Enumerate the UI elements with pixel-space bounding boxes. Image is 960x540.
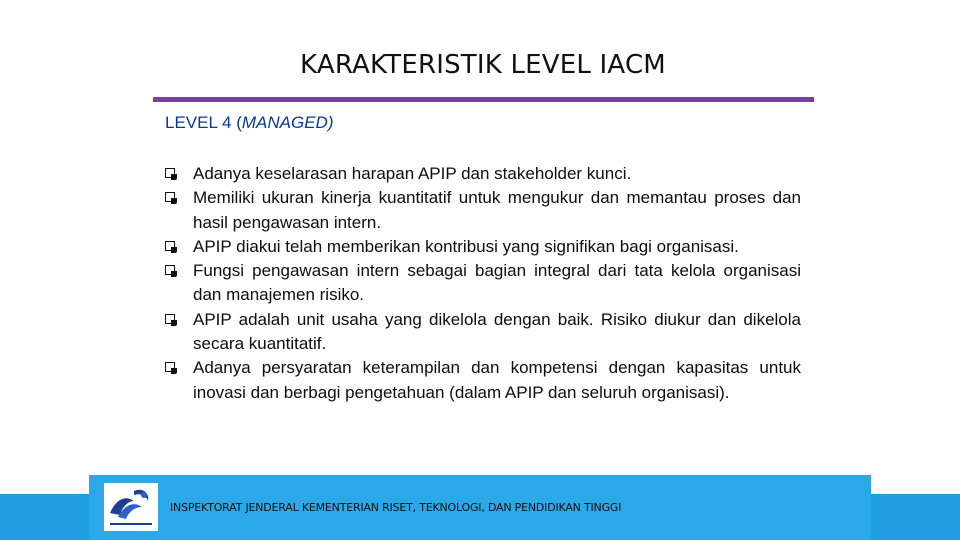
list-item (165, 162, 801, 186)
subtitle-italic: MANAGED) (241, 113, 334, 132)
checkbox-square-icon (165, 265, 175, 275)
title-divider (153, 97, 814, 102)
subtitle-plain: LEVEL 4 ( (165, 113, 242, 132)
list-item (165, 356, 801, 405)
institution-logo-icon (104, 483, 158, 531)
list-item-text: APIP adalah unit usaha yang dikelola dengan baik. Risiko diukur dan dikelola secara kuantitatif. (193, 309, 801, 354)
list-item-text: Memiliki ukuran kinerja kuantitatif untuk mengukur dan memantau proses dan hasil pengawasan intern. (193, 188, 801, 232)
checkbox-square-icon (165, 241, 175, 251)
list-item (165, 259, 801, 308)
list-item-text: Fungsi pengawasan intern sebagai bagian integral dari tata kelola organisasi dan manajemen risiko. (193, 261, 801, 305)
checkbox-square-icon (165, 362, 175, 372)
checkbox-square-icon (165, 314, 175, 324)
list-item (165, 308, 801, 357)
checkbox-square-icon (165, 168, 175, 178)
level-subtitle (165, 113, 333, 133)
checkbox-square-icon (165, 192, 175, 202)
footer-institution-name: INSPEKTORAT JENDERAL KEMENTERIAN RISET, TEKNOLOGI, DAN PENDIDIKAN TINGGI (170, 501, 622, 514)
list-item-text: Adanya persyaratan keterampilan dan kompetensi dengan kapasitas untuk inovasi dan berbagi pengetahuan (dalam APIP dan seluruh organisasi). (193, 358, 801, 402)
list-item (165, 186, 801, 235)
list-item (165, 235, 801, 259)
characteristics-list (165, 162, 801, 405)
list-item-text: Adanya keselarasan harapan APIP dan stakeholder kunci. (193, 164, 632, 183)
list-item-text: APIP diakui telah memberikan kontribusi yang signifikan bagi organisasi. (193, 236, 739, 256)
slide-title: KARAKTERISTIK LEVEL IACM (300, 50, 666, 80)
